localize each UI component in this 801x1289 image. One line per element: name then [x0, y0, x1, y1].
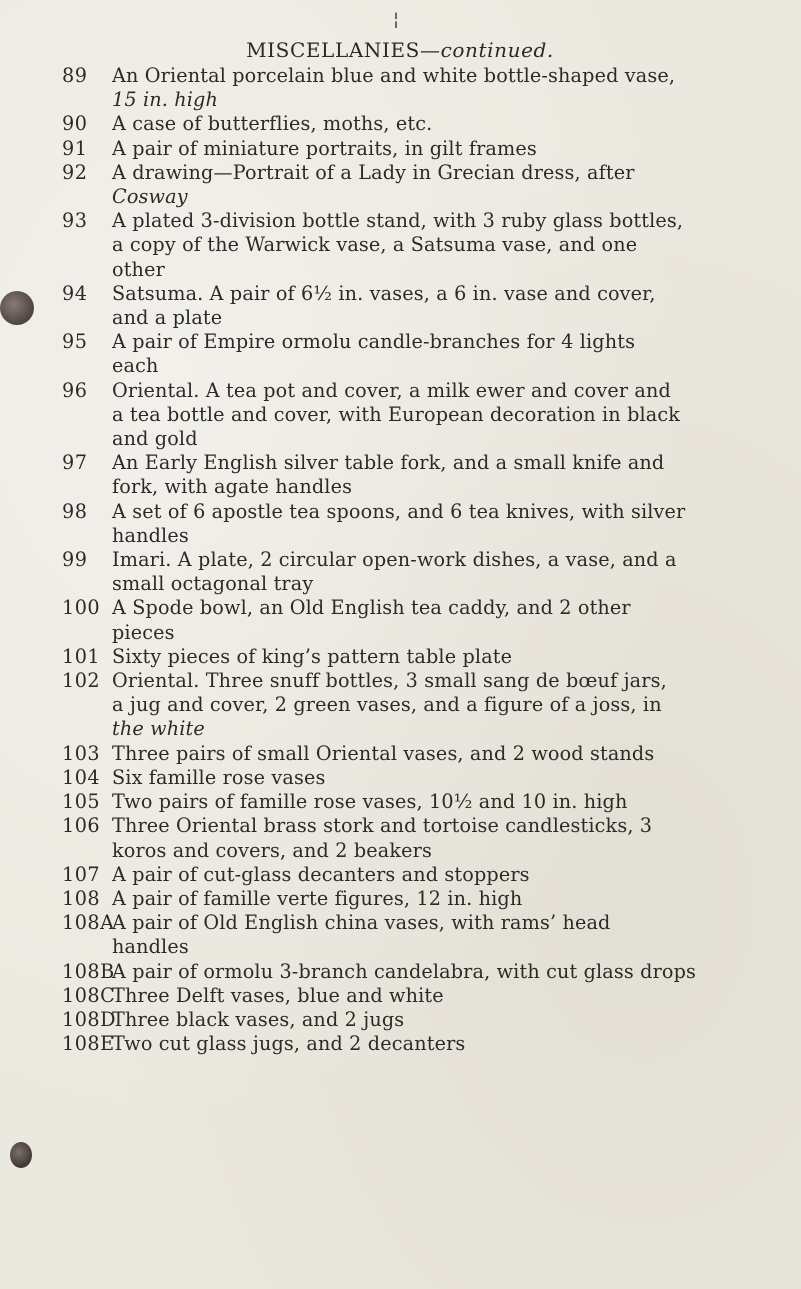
lot-line: Two cut glass jugs, and 2 decanters [112, 1032, 466, 1056]
lot-line: fork, with agate handles [112, 475, 353, 499]
lot-line: handles [112, 935, 189, 959]
lot-entry [62, 282, 792, 330]
lot-description [112, 766, 792, 790]
lot-entry [62, 984, 792, 1008]
lot-entry [62, 137, 792, 161]
lot-number: 102 [62, 669, 101, 693]
lot-description [112, 379, 792, 452]
lot-line [112, 185, 792, 209]
lot-description [112, 1008, 792, 1032]
lot-line: A case of butterflies, moths, etc. [112, 112, 433, 136]
lot-description [112, 863, 792, 887]
lot-line: A pair of miniature portraits, in gilt frames [112, 136, 537, 160]
lot-line: Three pairs of small Oriental vases, and 2 wood stands [112, 741, 655, 765]
lot-line: koros and covers, and 2 beakers [112, 838, 432, 862]
lot-number: 95 [62, 330, 88, 354]
lot-number: 96 [62, 378, 88, 402]
lot-line: a jug and cover, 2 green vases, and a figure of a joss, in [112, 693, 662, 717]
lot-line: Three Delft vases, blue and white [112, 983, 444, 1007]
lot-number: 108E [62, 1032, 115, 1056]
lot-line: A pair of Old English china vases, with rams’ head [112, 911, 611, 935]
lot-line [112, 88, 792, 112]
lot-number: 107 [62, 862, 101, 886]
lot-line: a tea bottle and cover, with European decoration in black [112, 402, 681, 426]
lot-line: Satsuma. A pair of 6½ in. vases, a 6 in. vase and cover, [112, 281, 656, 305]
lot-entry [62, 1032, 792, 1056]
lot-line: each [112, 354, 159, 378]
lot-entry [62, 645, 792, 669]
lot-line: An Oriental porcelain blue and white bottle-shaped vase, [112, 64, 676, 87]
lot-description [112, 984, 792, 1008]
lot-entry [62, 863, 792, 887]
lot-number: 94 [62, 281, 88, 305]
lot-entry [62, 548, 792, 596]
lot-entry [62, 887, 792, 911]
lot-number: 108 [62, 886, 101, 910]
heading-continued: continued. [440, 38, 554, 62]
lot-description [112, 64, 792, 112]
lot-description [112, 887, 792, 911]
lot-description [112, 1032, 792, 1056]
lot-description [112, 669, 792, 742]
lot-entry [62, 790, 792, 814]
page-heading [120, 38, 680, 62]
lot-description [112, 282, 792, 330]
lot-number: 93 [62, 209, 88, 233]
lot-line: Six famille rose vases [112, 765, 326, 789]
lot-entry [62, 161, 792, 209]
lot-line: A pair of cut-glass decanters and stoppers [112, 862, 530, 886]
lot-number: 97 [62, 451, 88, 475]
lot-description [112, 911, 792, 959]
lot-line: pieces [112, 620, 175, 644]
lot-number: 108D [62, 1007, 117, 1031]
lot-entry [62, 669, 792, 742]
lot-line: Two pairs of famille rose vases, 10½ and 10 in. high [112, 790, 628, 814]
lot-entry [62, 112, 792, 136]
artist-name: Cosway [112, 185, 188, 209]
finish-note: the white [112, 717, 205, 741]
lot-number: 91 [62, 136, 88, 160]
lot-description [112, 548, 792, 596]
lot-line: A plated 3-division bottle stand, with 3 ruby glass bottles, [112, 209, 684, 233]
lot-line: Oriental. A tea pot and cover, a milk ewer and cover and [112, 378, 671, 402]
lot-number: 99 [62, 548, 88, 572]
lot-line: A set of 6 apostle tea spoons, and 6 tea knives, with silver [112, 499, 686, 523]
lot-line: a copy of the Warwick vase, a Satsuma vase, and one [112, 233, 638, 257]
lot-description [112, 112, 792, 136]
lot-entry [62, 379, 792, 452]
lot-number: 90 [62, 112, 88, 136]
lot-description [112, 451, 792, 499]
lot-description [112, 137, 792, 161]
lot-entry [62, 451, 792, 499]
lot-entry [62, 500, 792, 548]
lot-number: 101 [62, 644, 101, 668]
lot-line: and a plate [112, 306, 223, 330]
lot-line: handles [112, 523, 189, 547]
lot-number: 98 [62, 499, 88, 523]
lot-number: 108A [62, 911, 115, 935]
lot-entry [62, 209, 792, 282]
lot-line: Oriental. Three snuff bottles, 3 small sang de bœuf jars, [112, 669, 667, 693]
lot-description [112, 209, 792, 282]
folio-mark: ¦ [393, 9, 400, 30]
lot-line [112, 717, 792, 741]
lot-line: An Early English silver table fork, and a small knife and [112, 451, 665, 475]
lot-line: and gold [112, 427, 198, 451]
lot-description [112, 742, 792, 766]
lot-line: small octagonal tray [112, 572, 314, 596]
lot-entry [62, 814, 792, 862]
lot-description [112, 645, 792, 669]
lot-entry [62, 742, 792, 766]
lot-description [112, 790, 792, 814]
lot-line: other [112, 257, 165, 281]
lot-entry [62, 330, 792, 378]
lot-line: Sixty pieces of king’s pattern table plate [112, 644, 513, 668]
lot-number: 104 [62, 765, 101, 789]
lot-line: Three black vases, and 2 jugs [112, 1007, 405, 1031]
lot-line: A pair of Empire ormolu candle-branches for 4 lights [112, 330, 636, 354]
lot-line: Imari. A plate, 2 circular open-work dishes, a vase, and a [112, 548, 677, 572]
dimension-text: 15 in. high [112, 88, 218, 112]
lot-entry [62, 596, 792, 644]
lot-line: Three Oriental brass stork and tortoise candlesticks, 3 [112, 814, 653, 838]
lot-entry [62, 1008, 792, 1032]
lot-list [62, 64, 792, 1056]
lot-description [112, 960, 792, 984]
lot-line: A pair of famille verte figures, 12 in. high [112, 886, 523, 910]
ink-blot [0, 291, 34, 325]
lot-number: 103 [62, 741, 101, 765]
lot-line: A Spode bowl, an Old English tea caddy, and 2 other [112, 596, 631, 620]
lot-description [112, 500, 792, 548]
ink-blot [10, 1142, 32, 1168]
lot-number: 108B [62, 959, 115, 983]
lot-entry [62, 766, 792, 790]
lot-line: A pair of ormolu 3-branch candelabra, with cut glass drops [112, 959, 697, 983]
lot-description [112, 596, 792, 644]
lot-description [112, 161, 792, 209]
lot-number: 89 [62, 64, 88, 87]
lot-number: 100 [62, 596, 101, 620]
lot-number: 92 [62, 160, 88, 184]
lot-line: A drawing—Portrait of a Lady in Grecian dress, after [112, 160, 635, 184]
lot-entry [62, 911, 792, 959]
lot-description [112, 814, 792, 862]
lot-number: 108C [62, 983, 116, 1007]
lot-number: 105 [62, 790, 101, 814]
lot-entry [62, 64, 792, 112]
lot-number: 106 [62, 814, 101, 838]
heading-title: MISCELLANIES— [246, 38, 441, 62]
lot-entry [62, 960, 792, 984]
lot-description [112, 330, 792, 378]
